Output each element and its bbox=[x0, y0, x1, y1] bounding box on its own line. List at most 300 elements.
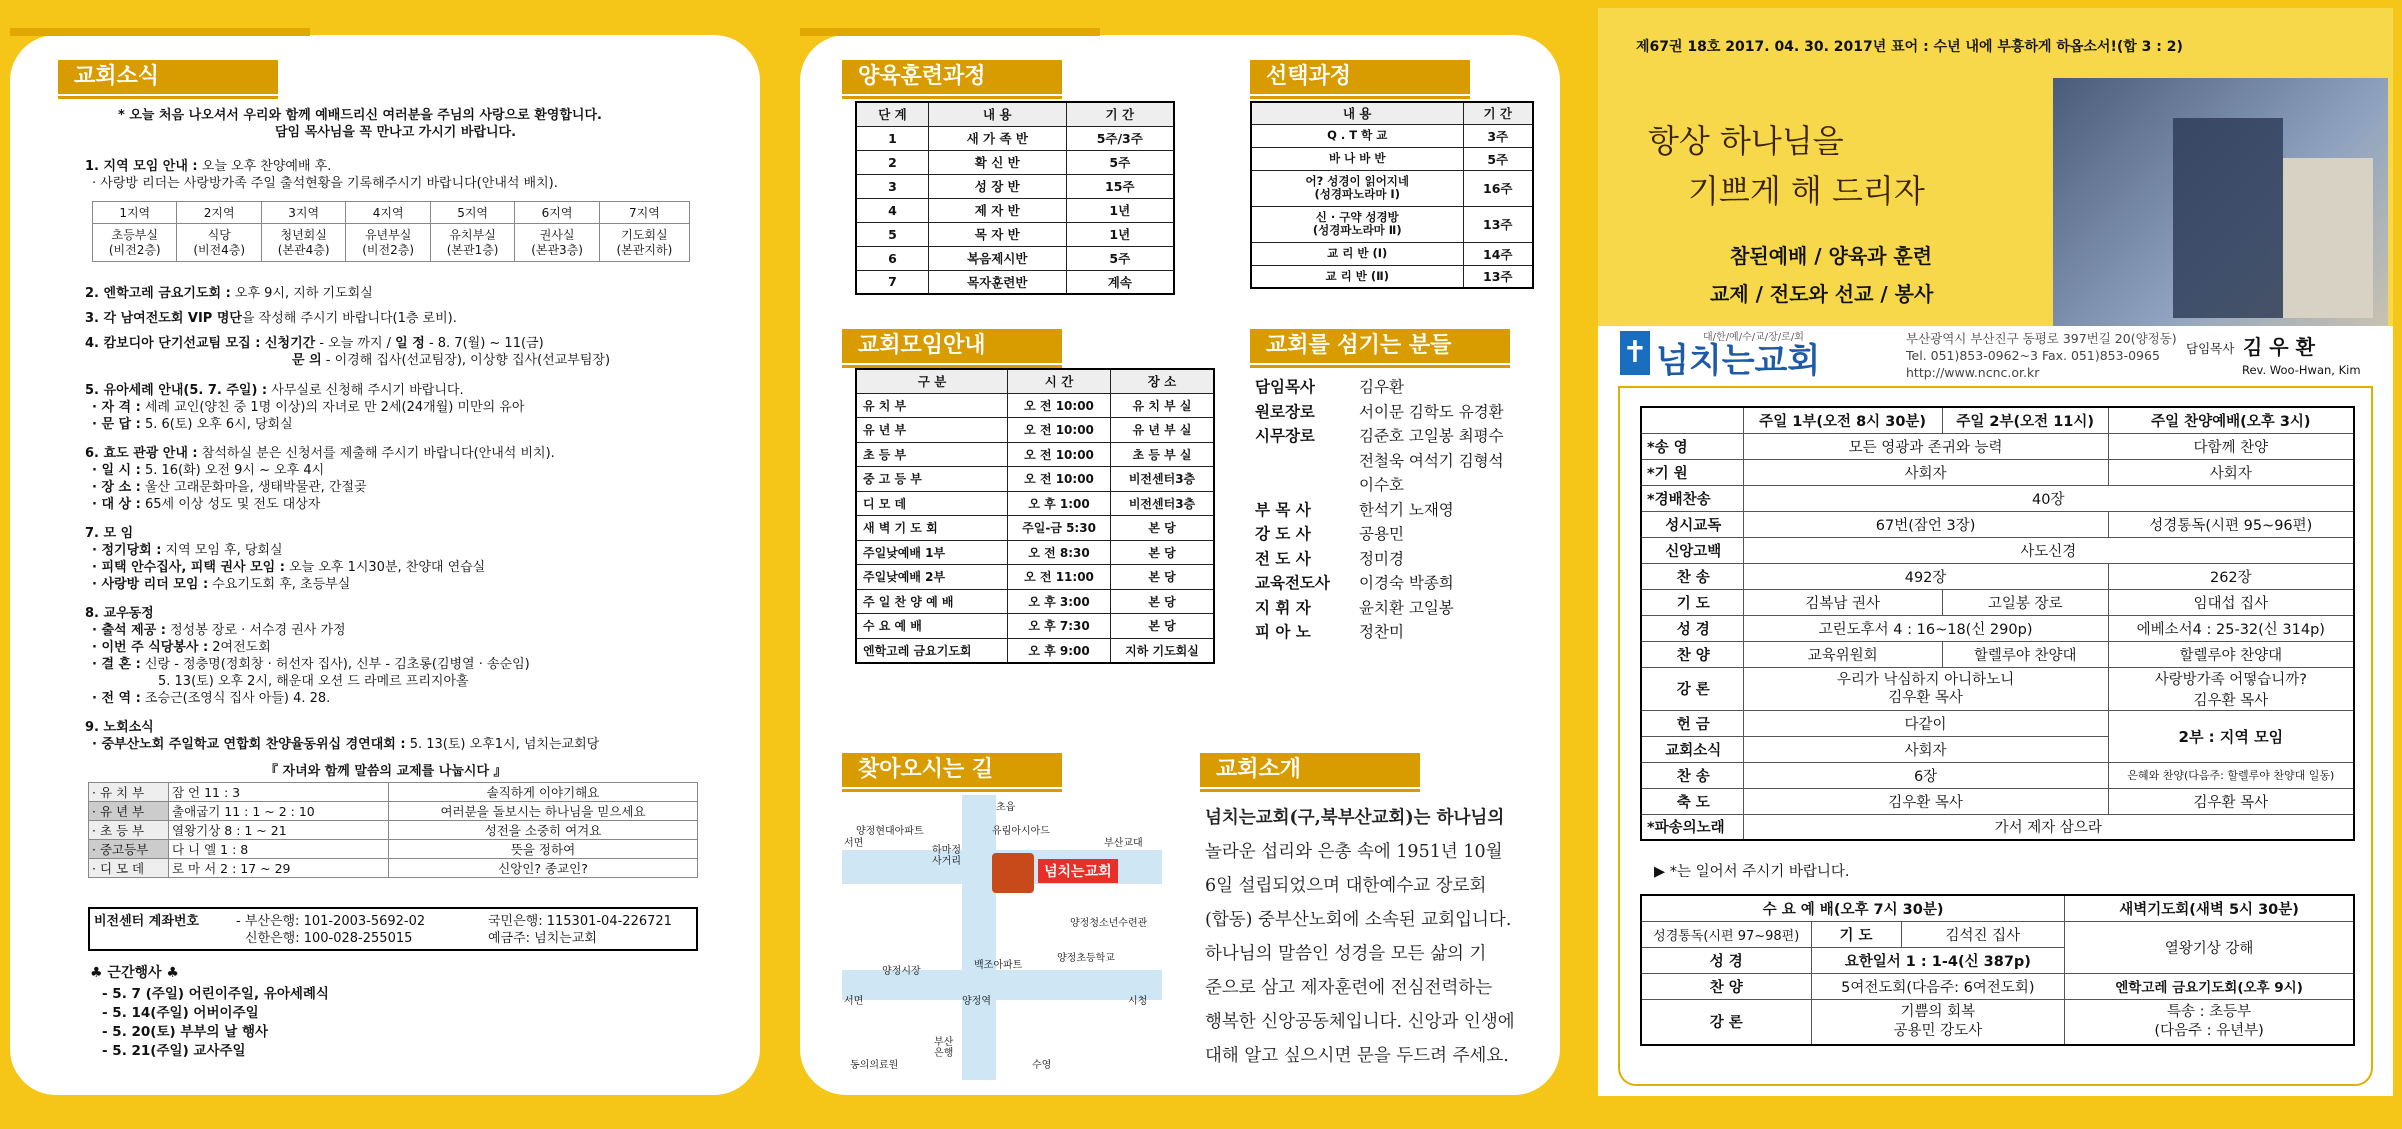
training-cell: 2 bbox=[856, 150, 928, 174]
map-label: 수영 bbox=[1032, 1060, 1052, 1071]
service-row bbox=[1641, 485, 2354, 511]
news-item-9-a: · 중부산노회 주일학교 연합회 찬양율동위십 경연대회 : 5. 13(토) 오후1시, 넘치는교회당 bbox=[92, 737, 600, 752]
weekday-cell: 기쁨의 회복 공용민 강도사 bbox=[1811, 999, 2065, 1045]
meeting-row bbox=[856, 491, 1214, 516]
church-building-photo bbox=[2053, 78, 2388, 328]
news-item-7-b: · 피택 안수집사, 피택 권사 모임 : 오늘 오후 1시30분, 찬양대 연습실 bbox=[92, 560, 486, 575]
service-cell: 262장 bbox=[2108, 563, 2354, 589]
meeting-cell: 지하 기도회실 bbox=[1111, 638, 1215, 663]
meeting-row bbox=[856, 589, 1214, 614]
map-label: 초읍 bbox=[996, 802, 1016, 813]
service-row bbox=[1641, 511, 2354, 537]
news-item-8-b: · 이번 주 식당봉사 : 2여전도회 bbox=[92, 640, 271, 655]
event-item: - 5. 21(주일) 교사주일 bbox=[102, 1043, 246, 1059]
service-label: 강 론 bbox=[1641, 667, 1743, 710]
zone-header: 2지역 bbox=[177, 202, 261, 224]
section-title-training: 양육훈련과정 bbox=[842, 60, 1062, 94]
news-item-8: 8. 교우동정 bbox=[85, 606, 154, 621]
meeting-cell: 본 당 bbox=[1111, 589, 1215, 614]
subtitle-1: 참된예배 / 양육과 훈련 bbox=[1730, 244, 1933, 268]
meeting-cell: 수 요 예 배 bbox=[856, 614, 1008, 639]
meeting-cell: 오 전 10:00 bbox=[1008, 393, 1111, 418]
slogan-line-1: 항상 하나님을 bbox=[1648, 122, 1844, 160]
service-label: 찬 양 bbox=[1641, 641, 1743, 667]
service-cell: 고린도후서 4 : 16~18(신 290p) bbox=[1743, 615, 2108, 641]
dept-cell: · 디 모 데 bbox=[89, 859, 169, 878]
zone-place: 청년회실 (본관4층) bbox=[261, 224, 345, 262]
training-cell: 1년 bbox=[1066, 222, 1174, 246]
service-row bbox=[1641, 762, 2354, 788]
service-label: 기 도 bbox=[1641, 589, 1743, 615]
service-label: 교회소식 bbox=[1641, 736, 1743, 762]
account-shinhan: 신한은행: 100-028-255015 bbox=[245, 931, 413, 946]
service-row bbox=[1641, 788, 2354, 814]
service-cell: 492장 bbox=[1743, 563, 2108, 589]
zone-place: 유치부실 (본관1층) bbox=[430, 224, 514, 262]
service-cell: 다함께 찬양 bbox=[2108, 433, 2354, 459]
section-title-meetings: 교회모임안내 bbox=[842, 329, 1062, 363]
service-cell: 할렐루야 찬양대 bbox=[2108, 641, 2354, 667]
church-phone: Tel. 051)853-0962~3 Fax. 051)853-0965 bbox=[1906, 348, 2160, 363]
subtitle-2: 교제 / 전도와 선교 / 봉사 bbox=[1710, 282, 1934, 306]
meeting-row bbox=[856, 540, 1214, 565]
news-item-5: 5. 유아세례 안내(5. 7. 주일) : 사무실로 신청해 주시기 바랍니다. bbox=[85, 383, 464, 398]
bible-row bbox=[89, 840, 698, 859]
map-label: 양정현대아파트 bbox=[856, 826, 924, 837]
welcome-text: * 오늘 처음 나오셔서 우리와 함께 예배드리신 여러분을 주님의 사랑으로 환영합니다. bbox=[118, 108, 602, 123]
news-item-2: 2. 엔학고레 금요기도회 : 오후 9시, 지하 기도회실 bbox=[85, 286, 373, 301]
elective-duration: 14주 bbox=[1463, 242, 1533, 265]
meeting-header: 구 분 bbox=[856, 369, 1008, 393]
elective-row bbox=[1251, 170, 1533, 206]
servant-row: 원로장로 서이문 김학도 유경환 bbox=[1255, 402, 1504, 421]
training-header: 단 계 bbox=[856, 102, 928, 126]
dept-cell: · 유 치 부 bbox=[89, 783, 169, 802]
elective-header: 기 간 bbox=[1463, 102, 1533, 124]
zone-place: 식당 (비전4층) bbox=[177, 224, 261, 262]
service-header: 주일 1부(오전 8시 30분) bbox=[1743, 407, 1942, 433]
panel-cover bbox=[1598, 8, 2393, 1096]
service-row bbox=[1641, 433, 2354, 459]
church-intro-text bbox=[1205, 801, 1515, 1073]
meeting-cell: 오 후 3:00 bbox=[1008, 589, 1111, 614]
theme-cell: 신앙인? 종교인? bbox=[389, 859, 698, 878]
servant-row: 교육전도사 이경숙 박종희 bbox=[1255, 574, 1454, 592]
map-label: 양정초등학교 bbox=[1057, 953, 1115, 964]
intro-line: 행복한 신앙공동체입니다. 신앙과 인생에 bbox=[1205, 1012, 1515, 1032]
meeting-cell: 주일낮예배 1부 bbox=[856, 540, 1008, 565]
training-cell: 성 장 반 bbox=[928, 174, 1066, 198]
elective-course: 바 나 바 반 bbox=[1251, 147, 1463, 170]
weekday-row bbox=[1641, 999, 2354, 1045]
weekday-cell: 엔학고레 금요기도회(오후 9시) bbox=[2065, 973, 2354, 999]
meeting-row bbox=[856, 467, 1214, 492]
meeting-cell: 주 일 찬 양 예 배 bbox=[856, 589, 1008, 614]
news-item-6-b: · 장 소 : 울산 고래문화마을, 생태박물관, 간절곶 bbox=[92, 480, 367, 495]
service-cell: 우리가 낙심하지 아니하노니 김우환 목사 bbox=[1743, 667, 2108, 710]
elective-row bbox=[1251, 147, 1533, 170]
training-cell: 4 bbox=[856, 198, 928, 222]
news-item-6-c: · 대 상 : 65세 이상 성도 및 전도 대상자 bbox=[92, 497, 321, 512]
map-label: 부산 은행 bbox=[934, 1037, 954, 1059]
meeting-cell: 유 치 부 실 bbox=[1111, 393, 1215, 418]
service-row bbox=[1641, 589, 2354, 615]
map-label: 하마정 사거리 bbox=[932, 845, 961, 867]
meeting-cell: 비전센터3층 bbox=[1111, 467, 1215, 492]
section-title-elective: 선택과정 bbox=[1250, 60, 1470, 94]
verse-cell: 잠 언 11 : 3 bbox=[169, 783, 389, 802]
training-row bbox=[856, 246, 1174, 270]
news-item-8-a: · 출석 제공 : 정성봉 장로 · 서수경 권사 가정 bbox=[92, 623, 346, 638]
news-item-7-c: · 사랑방 리더 모임 : 수요기도회 후, 초등부실 bbox=[92, 577, 351, 592]
meeting-cell: 중 고 등 부 bbox=[856, 467, 1008, 492]
zone-header: 5지역 bbox=[430, 202, 514, 224]
zone-place: 유년부실 (비전2층) bbox=[346, 224, 430, 262]
training-row bbox=[856, 198, 1174, 222]
training-cell: 5 bbox=[856, 222, 928, 246]
verse-cell: 출애굽기 11 : 1 ~ 2 : 10 bbox=[169, 802, 389, 821]
intro-line: 6일 설립되었으며 대한예수교 장로회 bbox=[1205, 876, 1487, 896]
weekday-cell: 요한일서 1 : 1-4(신 387p) bbox=[1811, 947, 2065, 973]
meeting-cell: 비전센터3층 bbox=[1111, 491, 1215, 516]
zone-header: 7지역 bbox=[599, 202, 689, 224]
news-item-1: 1. 지역 모임 안내 : 오늘 오후 찬양예배 후. bbox=[85, 159, 332, 174]
service-header: 주일 찬양예배(오후 3시) bbox=[2108, 407, 2354, 433]
weekday-cell: 성경통독(시편 97~98편) bbox=[1641, 921, 1811, 947]
map-label: 동의의료원 bbox=[850, 1060, 899, 1071]
training-row bbox=[856, 222, 1174, 246]
training-cell: 3 bbox=[856, 174, 928, 198]
service-header: 주일 2부(오전 11시) bbox=[1942, 407, 2108, 433]
elective-row bbox=[1251, 206, 1533, 242]
map-label: 양정역 bbox=[962, 996, 991, 1007]
elective-row bbox=[1251, 242, 1533, 265]
news-item-1-sub: · 사랑방 리더는 사랑방가족 주일 출석현황을 기록해주시기 바랍니다(안내석 배치). bbox=[92, 176, 558, 191]
event-item: - 5. 20(토) 부부의 날 행사 bbox=[102, 1024, 269, 1040]
map-label: 양정청소년수련관 bbox=[1070, 918, 1148, 929]
stripe-decoration bbox=[10, 28, 310, 36]
service-cell: 고일봉 장로 bbox=[1942, 589, 2108, 615]
pastor-name-en: Rev. Woo-Hwan, Kim bbox=[2242, 363, 2361, 377]
weekday-cell: 열왕기상 강해 bbox=[2065, 921, 2354, 973]
meeting-cell: 본 당 bbox=[1111, 540, 1215, 565]
service-label: 성 경 bbox=[1641, 615, 1743, 641]
training-cell: 5주/3주 bbox=[1066, 126, 1174, 150]
bible-table bbox=[88, 782, 698, 878]
news-item-5-a: · 자 격 : 세례 교인(양친 중 1명 이상)의 자녀로 만 2세(24개월) 미만의 유아 bbox=[92, 400, 525, 415]
theme-cell: 여러분을 돌보시는 하나님을 믿으세요 bbox=[389, 802, 698, 821]
elective-row bbox=[1251, 265, 1533, 288]
service-label: 축 도 bbox=[1641, 788, 1743, 814]
church-building-icon bbox=[992, 853, 1034, 893]
news-item-4-contact: 문 의 - 이경해 집사(선교팀장), 이상향 집사(선교부팀장) bbox=[292, 353, 611, 368]
meeting-cell: 새 벽 기 도 회 bbox=[856, 516, 1008, 541]
stripe-decoration bbox=[800, 28, 1100, 36]
meeting-cell: 오 전 10:00 bbox=[1008, 418, 1111, 443]
meeting-row bbox=[856, 516, 1214, 541]
issue-line: 제67권 18호 2017. 04. 30. 2017년 표어 : 수년 내에 부흥하게 하옵소서!(합 3 : 2) bbox=[1636, 39, 2183, 55]
news-item-8-d: 5. 13(토) 오후 2시, 해운대 오션 드 라메르 프리지아홀 bbox=[158, 674, 469, 689]
servant-row: 담임목사 김우환 bbox=[1255, 378, 1404, 396]
dawn-prayer-title: 새벽기도회(새벽 5시 30분) bbox=[2065, 895, 2354, 921]
meeting-cell: 오 전 11:00 bbox=[1008, 565, 1111, 590]
intro-line: 준으로 삼고 제자훈련에 전심전력하는 bbox=[1205, 978, 1493, 998]
news-item-9: 9. 노회소식 bbox=[85, 720, 154, 735]
training-cell: 1년 bbox=[1066, 198, 1174, 222]
bible-row bbox=[89, 821, 698, 840]
news-item-6-a: · 일 시 : 5. 16(화) 오전 9시 ~ 오후 4시 bbox=[92, 463, 325, 478]
section-title-servants: 교회를 섬기는 분들 bbox=[1250, 329, 1510, 363]
intro-line: 하나님의 말씀인 성경을 모든 삶의 기 bbox=[1205, 944, 1487, 964]
zone-place: 권사실 (본관3층) bbox=[515, 224, 599, 262]
service-row bbox=[1641, 537, 2354, 563]
events-title: ♣ 근간행사 ♣ bbox=[90, 965, 179, 981]
map-label: 시청 bbox=[1128, 996, 1148, 1007]
theme-cell: 성전을 소중히 여겨요 bbox=[389, 821, 698, 840]
service-label: 신앙고백 bbox=[1641, 537, 1743, 563]
dept-cell: · 중고등부 bbox=[89, 840, 169, 859]
panel-church-news bbox=[10, 35, 760, 1095]
intro-line: 놀라운 섭리와 은총 속에 1951년 10월 bbox=[1205, 842, 1503, 862]
training-cell: 목자훈련반 bbox=[928, 270, 1066, 294]
theme-cell: 솔직하게 이야기해요 bbox=[389, 783, 698, 802]
news-item-8-e: · 전 역 : 조승근(조영식 집사 아들) 4. 28. bbox=[92, 691, 331, 706]
account-kookmin: 국민은행: 115301-04-226721 bbox=[488, 914, 672, 929]
dept-cell: · 초 등 부 bbox=[89, 821, 169, 840]
weekday-cell: 특송 : 초등부 (다음주 : 유년부) bbox=[2065, 999, 2354, 1045]
service-cell: 가서 제자 삼으라 bbox=[1743, 814, 2354, 840]
zone-place: 기도회실 (본관지하) bbox=[599, 224, 689, 262]
weekday-cell: 찬 양 bbox=[1641, 973, 1811, 999]
servant-row: 강 도 사 공용민 bbox=[1255, 525, 1404, 543]
section-title-church-news: 교회소식 bbox=[58, 60, 278, 94]
training-cell: 확 신 반 bbox=[928, 150, 1066, 174]
zone-header: 6지역 bbox=[515, 202, 599, 224]
weekday-cell: 김석진 집사 bbox=[1901, 921, 2065, 947]
news-item-7-a: · 정기당회 : 지역 모임 후, 당회실 bbox=[92, 543, 283, 558]
training-cell: 15주 bbox=[1066, 174, 1174, 198]
stand-note: ▶ *는 일어서 주시기 바랍니다. bbox=[1654, 864, 1850, 880]
meeting-cell: 주일낮예배 2부 bbox=[856, 565, 1008, 590]
service-cell: 사랑방가족 어떻습니까? 김우환 목사 bbox=[2108, 667, 2354, 710]
elective-duration: 3주 bbox=[1463, 124, 1533, 147]
bible-title: 『 자녀와 함께 말씀의 교제를 나눕시다 』 bbox=[265, 764, 507, 779]
service-row bbox=[1641, 615, 2354, 641]
elective-duration: 5주 bbox=[1463, 147, 1533, 170]
meeting-cell: 디 모 데 bbox=[856, 491, 1008, 516]
meeting-cell: 유 치 부 bbox=[856, 393, 1008, 418]
service-cell: 은혜와 찬양(다음주: 할렐루야 찬양대 일동) bbox=[2108, 762, 2354, 788]
service-label: *파송의노래 bbox=[1641, 814, 1743, 840]
service-cell: 사회자 bbox=[2108, 459, 2354, 485]
service-cell: 교육위원회 bbox=[1743, 641, 1942, 667]
service-label: *경배찬송 bbox=[1641, 485, 1743, 511]
training-cell: 새 가 족 반 bbox=[928, 126, 1066, 150]
training-row bbox=[856, 270, 1174, 294]
meeting-row bbox=[856, 565, 1214, 590]
service-row bbox=[1641, 563, 2354, 589]
church-website[interactable]: http://www.ncnc.or.kr bbox=[1906, 365, 2040, 380]
elective-duration: 13주 bbox=[1463, 206, 1533, 242]
weekday-cell: 성 경 bbox=[1641, 947, 1811, 973]
servant-row: 지 휘 자 윤치환 고일봉 bbox=[1255, 598, 1454, 617]
map-label: 양정시장 bbox=[882, 966, 921, 977]
meeting-cell: 본 당 bbox=[1111, 565, 1215, 590]
training-cell: 5주 bbox=[1066, 150, 1174, 174]
map-label: 부산교대 bbox=[1104, 838, 1143, 849]
elective-duration: 13주 bbox=[1463, 265, 1533, 288]
elective-course: 어? 성경이 읽어지네 (성경파노라마 Ⅰ) bbox=[1251, 170, 1463, 206]
meeting-row bbox=[856, 442, 1214, 467]
training-row bbox=[856, 174, 1174, 198]
meeting-cell: 본 당 bbox=[1111, 516, 1215, 541]
training-header: 내 용 bbox=[928, 102, 1066, 126]
servant-row: 시무장로 김준호 고일봉 최평수 bbox=[1255, 427, 1504, 445]
panel-programs bbox=[800, 35, 1560, 1095]
meetings-table bbox=[855, 368, 1215, 664]
elective-table-wrap bbox=[1250, 101, 1534, 289]
elective-duration: 16주 bbox=[1463, 170, 1533, 206]
meeting-cell: 오 전 10:00 bbox=[1008, 442, 1111, 467]
service-row bbox=[1641, 459, 2354, 485]
service-label: 헌 금 bbox=[1641, 710, 1743, 736]
training-row bbox=[856, 150, 1174, 174]
meeting-cell: 오 후 9:00 bbox=[1008, 638, 1111, 663]
training-cell: 7 bbox=[856, 270, 928, 294]
meeting-row bbox=[856, 418, 1214, 443]
church-address: 부산광역시 부산진구 동평로 397번길 20(양정동) bbox=[1906, 331, 2177, 346]
servant-row: 부 목 사 한석기 노재영 bbox=[1255, 500, 1454, 519]
intro-line: (합동) 중부산노회에 소속된 교회입니다. bbox=[1205, 910, 1512, 930]
verse-cell: 열왕기상 8 : 1 ~ 21 bbox=[169, 821, 389, 840]
training-cell: 목 자 반 bbox=[928, 222, 1066, 246]
bible-row bbox=[89, 802, 698, 821]
service-label: 찬 송 bbox=[1641, 762, 1743, 788]
service-label: *송 영 bbox=[1641, 433, 1743, 459]
meeting-cell: 오 전 10:00 bbox=[1008, 467, 1111, 492]
service-row bbox=[1641, 641, 2354, 667]
service-cell: 할렐루야 찬양대 bbox=[1942, 641, 2108, 667]
service-cell: 임대섭 집사 bbox=[2108, 589, 2354, 615]
weekday-cell: 강 론 bbox=[1641, 999, 1811, 1045]
meeting-cell: 엔학고레 금요기도회 bbox=[856, 638, 1008, 663]
service-cell: 67번(잠언 3장) bbox=[1743, 511, 2108, 537]
training-cell: 제 자 반 bbox=[928, 198, 1066, 222]
news-item-5-b: · 문 답 : 5. 6(토) 오후 6시, 당회실 bbox=[92, 417, 293, 432]
denomination: 대/한/예/수/교/장/로/회 bbox=[1703, 332, 1804, 343]
theme-cell: 뜻을 정하여 bbox=[389, 840, 698, 859]
meeting-row bbox=[856, 393, 1214, 418]
news-item-7: 7. 모 임 bbox=[85, 526, 134, 541]
service-cell: 6장 bbox=[1743, 762, 2108, 788]
meeting-cell: 초 등 부 bbox=[856, 442, 1008, 467]
servant-row: 이수호 bbox=[1359, 476, 1404, 494]
service-cell: 다같이 bbox=[1743, 710, 2108, 736]
service-cell: 김우환 목사 bbox=[2108, 788, 2354, 814]
intro-line: 넘치는교회(구,북부산교회)는 하나님의 bbox=[1205, 808, 1505, 828]
intro-line: 대해 알고 싶으시면 문을 두드려 주세요. bbox=[1205, 1046, 1509, 1066]
zone-header: 1지역 bbox=[93, 202, 177, 224]
account-holder: 예금주: 넘치는교회 bbox=[488, 931, 597, 946]
weekday-cell: 5여전도회(다음주: 6여전도회) bbox=[1811, 973, 2065, 999]
section-title-directions: 찾아오시는 길 bbox=[842, 753, 1062, 787]
meeting-cell: 오 후 1:00 bbox=[1008, 491, 1111, 516]
service-cell: 김우환 목사 bbox=[1743, 788, 2108, 814]
sunday-service-table bbox=[1640, 406, 2355, 841]
account-busan: - 부산은행: 101-2003-5692-02 bbox=[236, 914, 426, 929]
meeting-header: 장 소 bbox=[1111, 369, 1215, 393]
service-header bbox=[1641, 407, 1743, 433]
service-cell: 에베소서4 : 25-32(신 314p) bbox=[2108, 615, 2354, 641]
section-title-intro: 교회소개 bbox=[1200, 753, 1420, 787]
service-label: 성시교독 bbox=[1641, 511, 1743, 537]
zone-table bbox=[92, 201, 690, 262]
directions-map bbox=[842, 795, 1162, 1080]
zone-place: 초등부실 (비전2층) bbox=[93, 224, 177, 262]
service-row bbox=[1641, 667, 2354, 710]
meeting-cell: 유 년 부 실 bbox=[1111, 418, 1215, 443]
pastor-label: 담임목사 bbox=[2186, 341, 2235, 356]
elective-course: 신 · 구약 성경방 (성경파노라마 Ⅱ) bbox=[1251, 206, 1463, 242]
map-label: 서면 bbox=[844, 996, 864, 1007]
elective-course: Q . T 학 교 bbox=[1251, 124, 1463, 147]
elective-course: 교 리 반 (Ⅱ) bbox=[1251, 265, 1463, 288]
slogan-line-2: 기쁘게 해 드리자 bbox=[1688, 172, 1925, 210]
bible-row bbox=[89, 859, 698, 878]
bible-row bbox=[89, 783, 698, 802]
service-cell: 40장 bbox=[1743, 485, 2354, 511]
training-cell: 5주 bbox=[1066, 246, 1174, 270]
training-header: 기 간 bbox=[1066, 102, 1174, 126]
event-item: - 5. 14(주일) 어버이주일 bbox=[102, 1005, 259, 1021]
verse-cell: 로 마 서 2 : 17 ~ 29 bbox=[169, 859, 389, 878]
news-item-4: 4. 캄보디아 단기선교팀 모집 : 신청기간 - 오늘 까지 / 일 정 - 8. 7(월) ~ 11(금) bbox=[85, 336, 544, 351]
zone-header: 4지역 bbox=[346, 202, 430, 224]
training-cell: 계속 bbox=[1066, 270, 1174, 294]
servant-row: 전철욱 여석기 김형석 bbox=[1359, 451, 1504, 470]
elective-row bbox=[1251, 124, 1533, 147]
service-row bbox=[1641, 710, 2354, 736]
verse-cell: 다 니 엘 1 : 8 bbox=[169, 840, 389, 859]
news-item-8-c: · 결 혼 : 신랑 - 정충명(정회창 · 허선자 집사), 신부 - 김초롱(김병열 · 송순임) bbox=[92, 657, 530, 672]
weekday-row bbox=[1641, 921, 2354, 947]
account-label: 비전센터 계좌번호 bbox=[94, 914, 199, 929]
meeting-cell: 주일-금 5:30 bbox=[1008, 516, 1111, 541]
service-label: *기 원 bbox=[1641, 459, 1743, 485]
training-row bbox=[856, 126, 1174, 150]
service-label: 찬 송 bbox=[1641, 563, 1743, 589]
event-item: - 5. 7 (주일) 어린이주일, 유아세례식 bbox=[102, 986, 329, 1002]
dept-cell: · 유 년 부 bbox=[89, 802, 169, 821]
service-cell: 모든 영광과 존귀와 능력 bbox=[1743, 433, 2108, 459]
service-cell: 2부 : 지역 모임 bbox=[2108, 710, 2354, 762]
cross-logo-icon: ✝ bbox=[1620, 331, 1650, 375]
zone-header: 3지역 bbox=[261, 202, 345, 224]
map-label: 서면 bbox=[844, 838, 864, 849]
map-church-label: 넘치는교회 bbox=[1038, 859, 1118, 883]
training-cell: 6 bbox=[856, 246, 928, 270]
service-cell: 김복남 권사 bbox=[1743, 589, 1942, 615]
meeting-row bbox=[856, 614, 1214, 639]
weekday-service-table bbox=[1640, 894, 2355, 1046]
pastor-name: 김 우 환 bbox=[2243, 335, 2315, 359]
training-table bbox=[855, 101, 1175, 295]
church-name: 넘치는교회 bbox=[1656, 341, 1821, 381]
account-box bbox=[88, 907, 698, 951]
news-item-6: 6. 효도 관광 안내 : 참석하실 분은 신청서를 제출해 주시기 바랍니다(안내석 비치). bbox=[85, 446, 555, 461]
map-label: 백조아파트 bbox=[974, 960, 1023, 971]
elective-header: 내 용 bbox=[1251, 102, 1463, 124]
